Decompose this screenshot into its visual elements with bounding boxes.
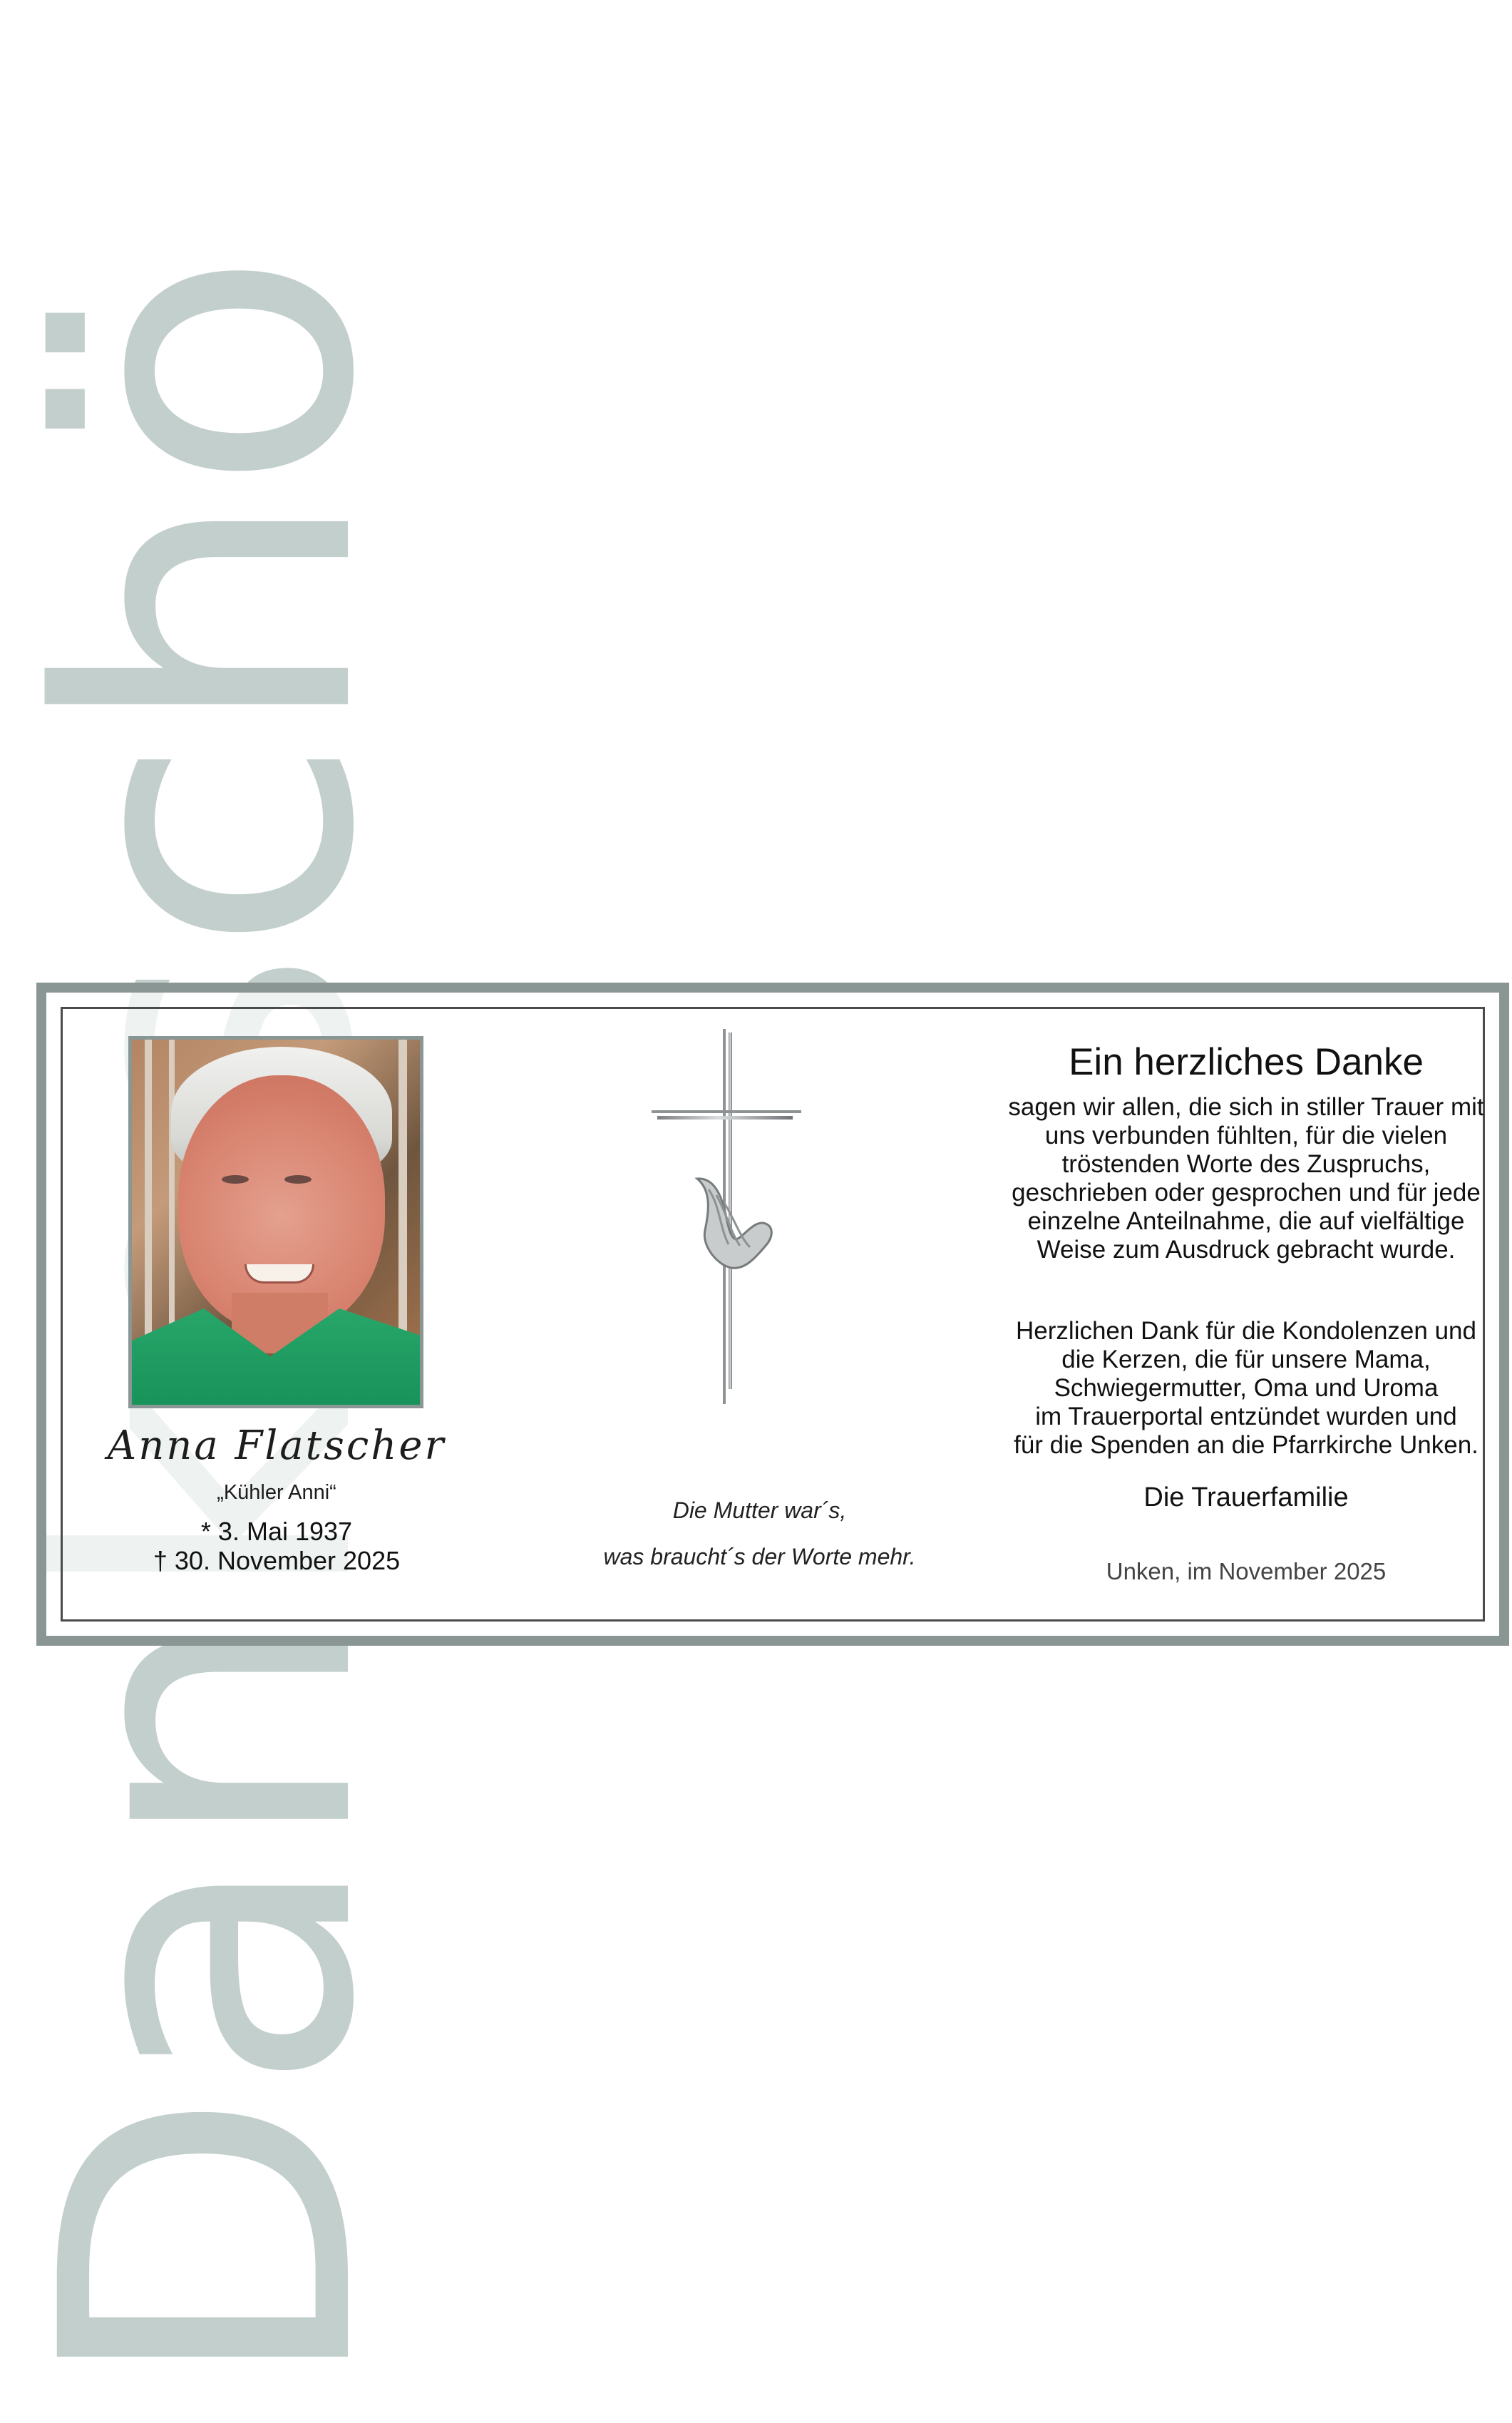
thanks-line: einzelne Anteilnahme, die auf vielfältige xyxy=(1027,1207,1465,1235)
right-eye-shape xyxy=(284,1175,312,1184)
left-eye-shape xyxy=(222,1175,249,1184)
thanks-line: uns verbunden fühlten, für die vielen xyxy=(1044,1122,1448,1149)
cross-with-praying-hands-icon xyxy=(652,1029,801,1404)
thanks-line: Herzlichen Dank für die Kondolenzen und xyxy=(1016,1317,1476,1345)
quote-line-1: Die Mutter war´s, xyxy=(672,1497,847,1523)
thanks-line: im Trauerportal entzündet wurden und xyxy=(1035,1403,1457,1430)
thanks-line: Schwiegermutter, Oma und Uroma xyxy=(1054,1374,1439,1402)
thanks-line: sagen wir allen, die sich in stiller Trauer mit xyxy=(1008,1093,1484,1121)
thanks-paragraph-1 xyxy=(982,1093,1510,1264)
smile-shape xyxy=(245,1264,314,1284)
thanks-line: Weise zum Ausdruck gebracht wurde. xyxy=(1037,1236,1456,1264)
headline: Ein herzliches Danke xyxy=(1069,1041,1424,1083)
family-signoff: Die Trauerfamilie xyxy=(1143,1482,1349,1512)
person-nickname: „Kühler Anni“ xyxy=(217,1481,336,1504)
thanks-paragraph-2 xyxy=(982,1317,1510,1460)
death-date: † 30. November 2025 xyxy=(153,1546,401,1575)
thanks-line: geschrieben oder gesprochen und für jede xyxy=(1012,1179,1481,1207)
thanks-line: tröstenden Worte des Zuspruchs, xyxy=(1061,1150,1431,1178)
card-inner-border xyxy=(61,1007,1485,1622)
place-date: Unken, im November 2025 xyxy=(1106,1558,1387,1584)
thanks-line: die Kerzen, die für unsere Mama, xyxy=(1061,1346,1431,1373)
person-name: Anna Flatscher xyxy=(107,1423,446,1469)
quote-line-2: was braucht´s der Worte mehr. xyxy=(603,1544,916,1569)
birth-date: * 3. Mai 1937 xyxy=(200,1517,353,1546)
portrait-photo xyxy=(128,1036,423,1408)
thanks-line: für die Spenden an die Pfarrkirche Unken. xyxy=(1014,1431,1478,1459)
memorial-card xyxy=(36,983,1509,1646)
